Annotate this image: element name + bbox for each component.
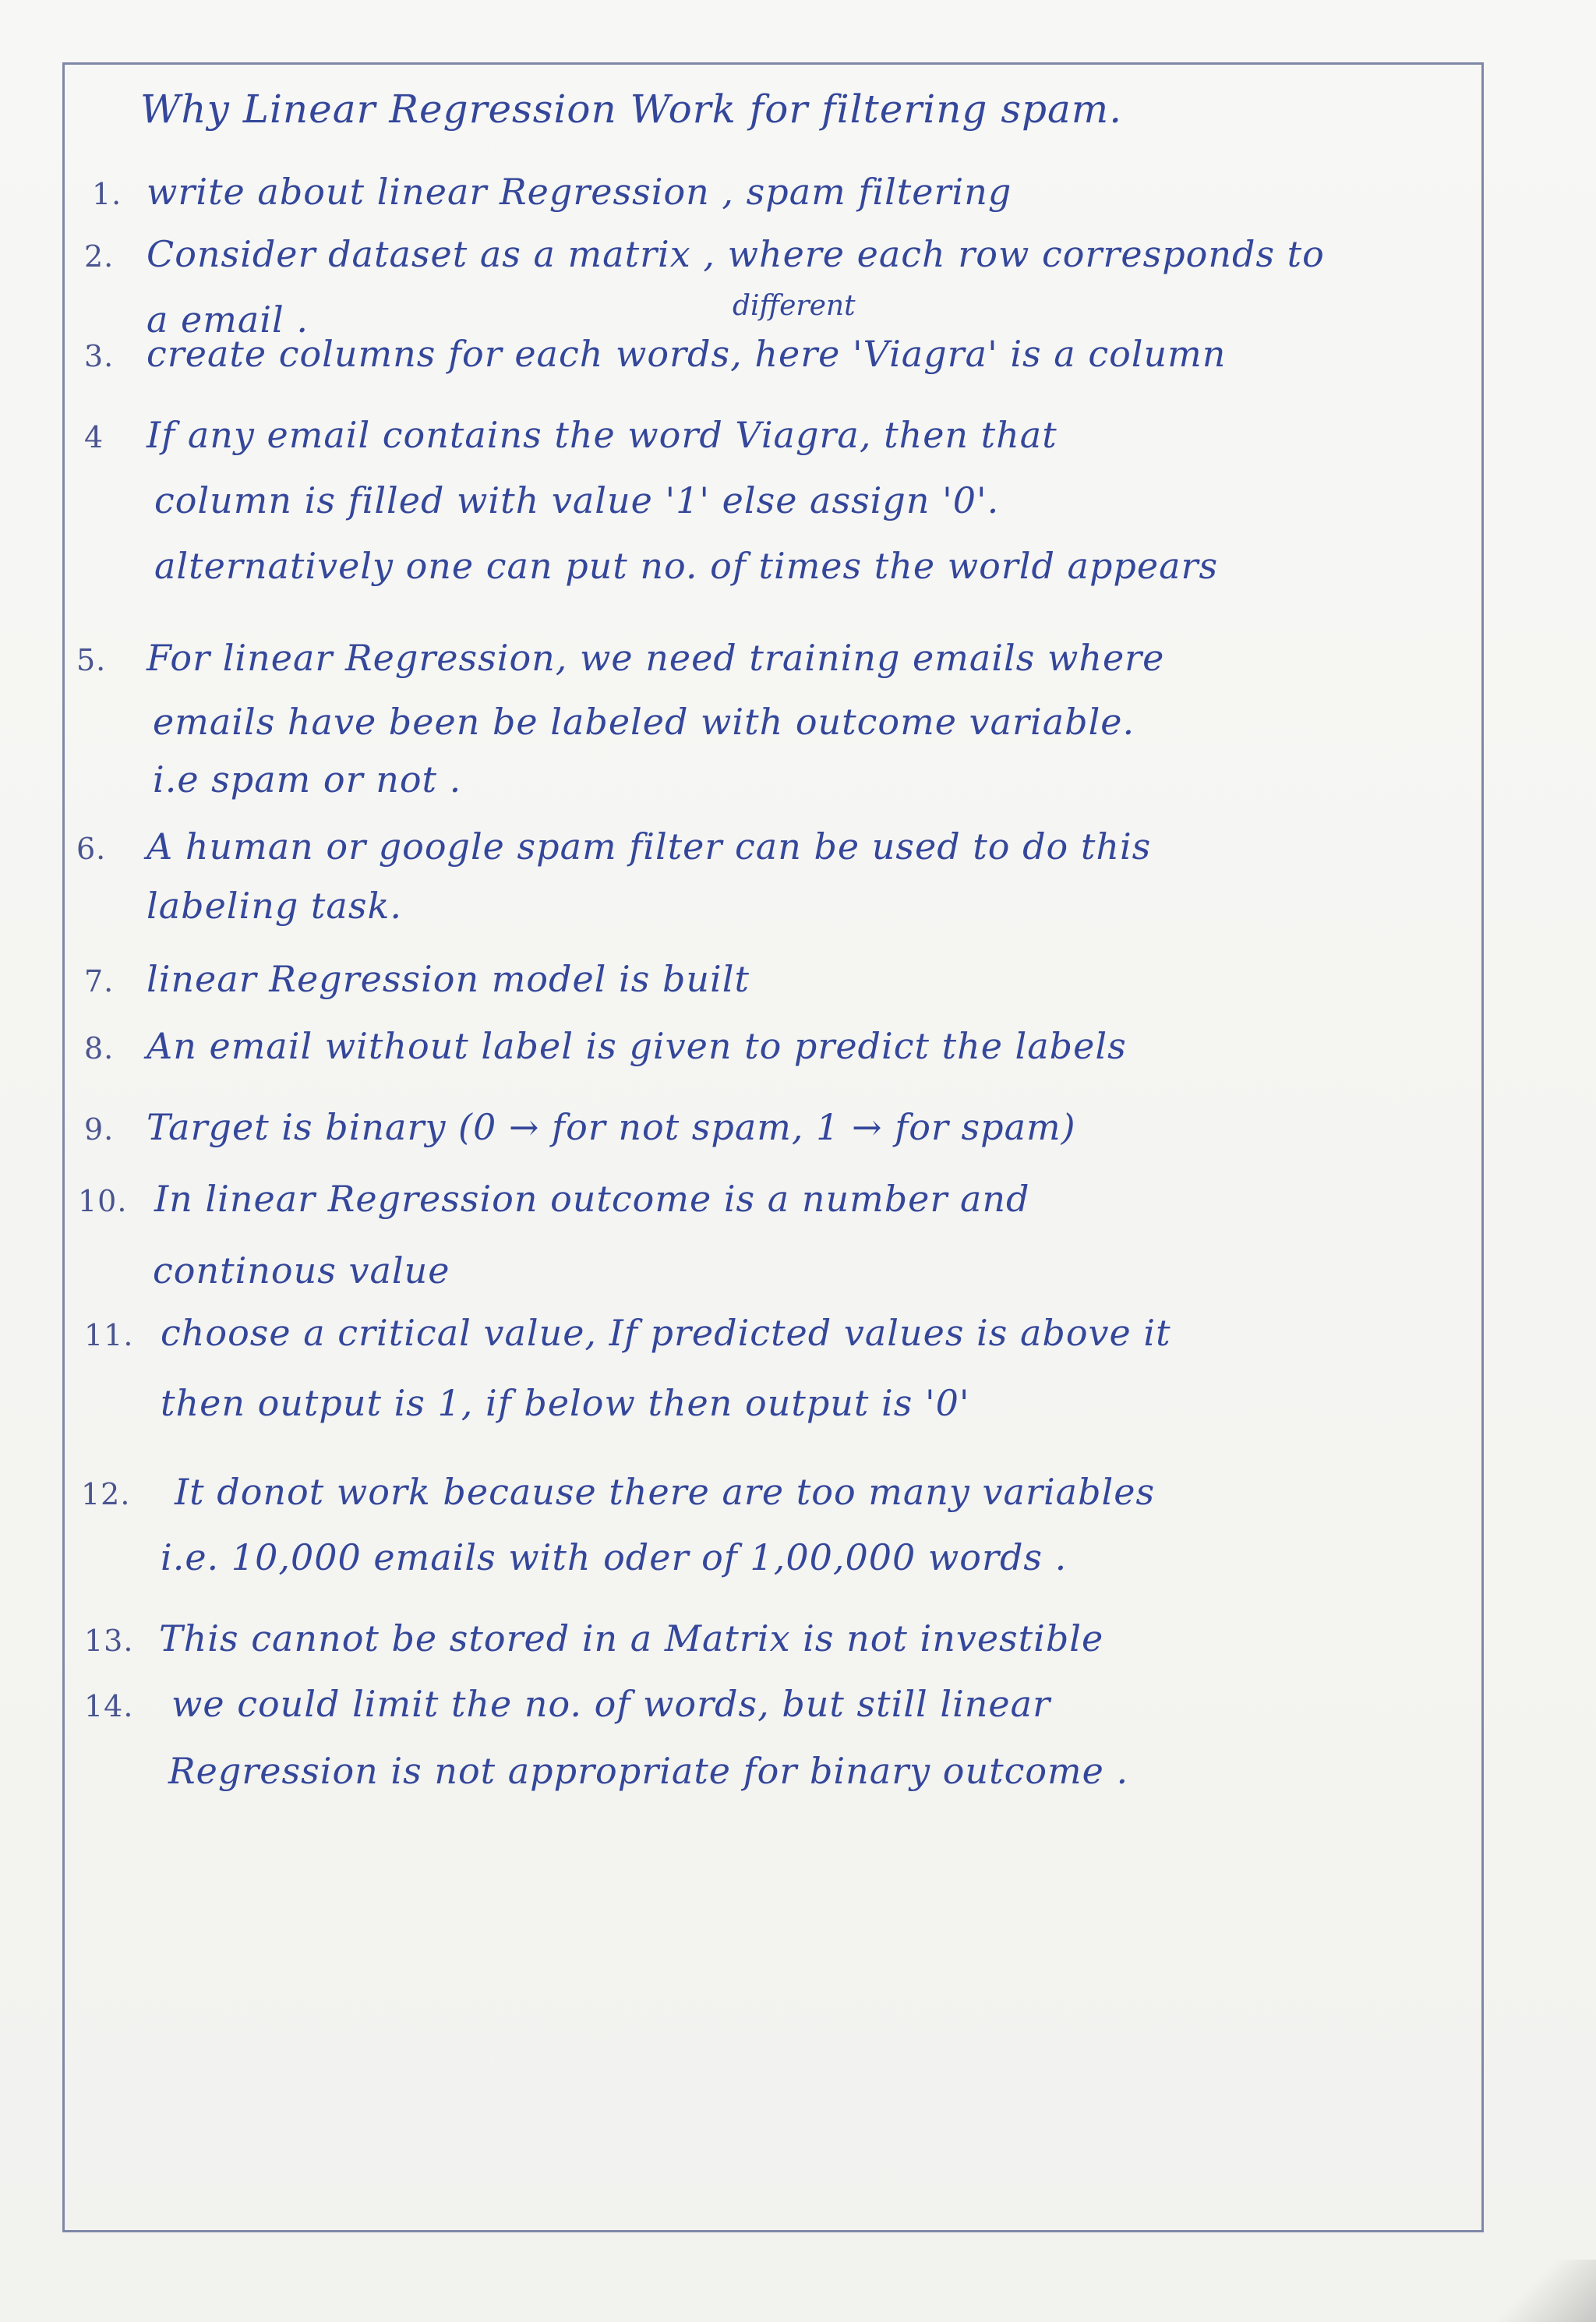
list-item: [84, 232, 1325, 278]
item-number: 1.: [92, 177, 122, 211]
item-continuation: then output is 1, if below then output is '0': [161, 1382, 970, 1424]
item-number: 2.: [84, 239, 115, 274]
item-number: 7.: [84, 964, 115, 998]
item-text: A human or google spam filter can be used to do this: [147, 825, 1152, 868]
list-item: [84, 1024, 1127, 1070]
item-text: create columns for each words, here 'Viagra' is a column: [147, 333, 1227, 375]
page-title: Why Linear Regression Work for filtering spam.: [140, 87, 1123, 132]
list-item: [84, 1682, 1050, 1728]
item-text: This cannot be stored in a Matrix is not investible: [159, 1617, 1104, 1659]
item-text: An email without label is given to predict the labels: [147, 1025, 1127, 1067]
item-continuation: alternatively one can put no. of times the world appears: [154, 545, 1219, 587]
item-number: 6.: [76, 832, 107, 866]
item-number: 12.: [81, 1477, 131, 1511]
item-text: For linear Regression, we need training emails where: [147, 637, 1165, 679]
list-item: [84, 1311, 1171, 1357]
list-item: [84, 1617, 1103, 1663]
item-number: 13.: [84, 1624, 134, 1658]
scan-shadow: [1487, 2260, 1596, 2322]
item-number: 14.: [84, 1689, 134, 1723]
item-continuation: column is filled with value '1' else assign '0'.: [154, 479, 1000, 521]
item-text: we could limit the no. of words, but still linear: [171, 1683, 1051, 1725]
list-item: [84, 957, 750, 1003]
item-text: linear Regression model is built: [147, 958, 750, 1000]
item-number: 8.: [84, 1031, 115, 1066]
item-number: 11.: [84, 1318, 134, 1352]
item-text: Target is binary (0 → for not spam, 1 → for spam): [147, 1106, 1076, 1148]
item-number: 3.: [84, 339, 115, 373]
item-text: write about linear Regression , spam filtering: [147, 171, 1012, 213]
item-text: If any email contains the word Viagra, then that: [147, 414, 1058, 456]
list-item: [84, 332, 1226, 378]
item-continuation: labeling task.: [147, 885, 402, 927]
list-item: [78, 1177, 1029, 1223]
inserted-word: different: [733, 290, 856, 322]
item-number: 4: [84, 420, 104, 454]
item-continuation: Regression is not appropriate for binary outcome .: [168, 1750, 1129, 1792]
item-number: 10.: [78, 1184, 128, 1218]
list-item: [92, 170, 1012, 216]
list-item: [81, 1470, 1155, 1516]
item-text: In linear Regression outcome is a number and: [154, 1178, 1030, 1220]
list-item: [84, 413, 1058, 459]
list-item: [76, 825, 1151, 871]
item-continuation: i.e. 10,000 emails with oder of 1,00,000 words .: [161, 1536, 1068, 1578]
item-continuation: emails have been be labeled with outcome variable.: [153, 701, 1135, 743]
item-continuation: i.e spam or not .: [153, 758, 462, 801]
item-text: It donot work because there are too many variables: [175, 1471, 1156, 1513]
item-continuation: continous value: [153, 1249, 450, 1292]
item-number: 5.: [76, 643, 107, 677]
list-item: [84, 1105, 1076, 1151]
item-text: Consider dataset as a matrix , where each row corresponds to: [147, 233, 1325, 275]
item-text: choose a critical value, If predicted values is above it: [161, 1312, 1171, 1354]
item-continuation: a email .: [147, 299, 309, 341]
item-number: 9.: [84, 1112, 115, 1147]
list-item: [76, 636, 1164, 682]
